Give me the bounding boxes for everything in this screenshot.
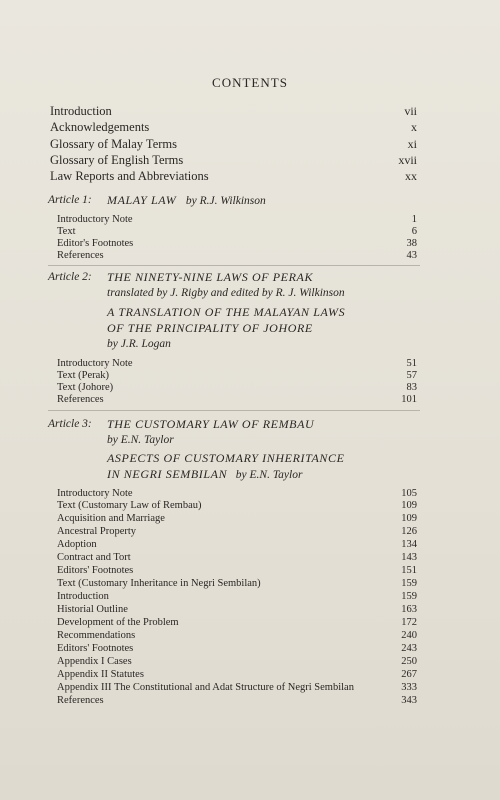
article-author: by E.N. Taylor: [235, 469, 303, 481]
toc-entry-label: Glossary of English Terms: [50, 153, 184, 167]
toc-entry-page: xi: [407, 137, 417, 151]
toc-entry: [57, 630, 417, 641]
toc-entry-page: 57: [406, 370, 417, 381]
toc-entry-page: 343: [401, 695, 417, 706]
article-1-heading: [48, 194, 106, 206]
toc-entry-page: 6: [411, 226, 417, 237]
toc-entry-page: 1: [411, 214, 417, 225]
toc-entry-label: Introductory Note: [57, 214, 133, 225]
article-2-title-1: THE NINETY-NINE LAWS OF PERAK: [107, 270, 314, 284]
toc-entry-label: Glossary of Malay Terms: [50, 137, 177, 151]
toc-entry-label: Editors' Footnotes: [57, 643, 134, 654]
article-label: Article 3:: [48, 418, 92, 430]
toc-entry: [57, 226, 417, 237]
toc-entry-label: Acquisition and Marriage: [57, 513, 165, 524]
article-title-text: IN NEGRI SEMBILAN: [107, 467, 228, 481]
toc-entry-page: xx: [405, 169, 417, 183]
toc-entry-page: 143: [401, 552, 417, 563]
toc-entry: [57, 643, 417, 654]
toc-entry-page: 333: [401, 682, 417, 693]
toc-entry-label: Recommendations: [57, 630, 136, 641]
toc-entry: [57, 591, 417, 602]
toc-entry: [57, 539, 417, 550]
toc-entry-label: Text (Customary Inheritance in Negri Sembilan): [57, 578, 261, 589]
toc-entry: [57, 513, 417, 524]
toc-entry-label: Law Reports and Abbreviations: [50, 169, 209, 183]
toc-entry-page: 105: [401, 488, 417, 499]
toc-entry-label: Introduction: [57, 591, 109, 602]
article-2-title-2a: A TRANSLATION OF THE MALAYAN LAWS: [107, 305, 346, 319]
article-3-title-2a: ASPECTS OF CUSTOMARY INHERITANCE: [107, 451, 345, 465]
toc-entry-page: 38: [406, 238, 417, 249]
toc-entry-label: Appendix I Cases: [57, 656, 132, 667]
toc-entry-page: xvii: [398, 153, 417, 167]
toc-entry-label: Appendix II Statutes: [57, 669, 144, 680]
toc-entry: [50, 137, 417, 152]
toc-entry-page: 101: [401, 394, 417, 405]
article-2-heading: [48, 271, 106, 283]
toc-entry-page: 151: [401, 565, 417, 576]
toc-entry: [57, 656, 417, 667]
toc-entry-page: vii: [404, 104, 417, 118]
toc-entry-page: 109: [401, 513, 417, 524]
toc-entry-label: Acknowledgements: [50, 120, 150, 134]
toc-entry: [57, 604, 417, 615]
toc-entry-page: 109: [401, 500, 417, 511]
toc-entry: [57, 370, 417, 381]
article-3-title-1: THE CUSTOMARY LAW OF REMBAU: [107, 417, 315, 431]
toc-entry-page: 243: [401, 643, 417, 654]
article-title-text: MALAY LAW: [107, 193, 177, 207]
divider: [48, 410, 420, 411]
toc-entry-label: Appendix III The Constitutional and Adat Structure of Negri Sembilan: [57, 682, 354, 693]
toc-entry-page: 250: [401, 656, 417, 667]
toc-entry: [50, 120, 417, 135]
toc-entry-page: 267: [401, 669, 417, 680]
toc-entry-label: References: [57, 695, 104, 706]
toc-entry: [57, 488, 417, 499]
toc-entry: [57, 578, 417, 589]
toc-entry: [57, 617, 417, 628]
article-1-title: [107, 193, 266, 208]
article-2-title-2b: OF THE PRINCIPALITY OF JOHORE: [107, 321, 313, 335]
article-label: Article 2:: [48, 271, 92, 283]
toc-entry: [57, 565, 417, 576]
toc-entry-label: Development of the Problem: [57, 617, 179, 628]
toc-entry-label: References: [57, 394, 104, 405]
toc-entry-label: Text (Customary Law of Rembau): [57, 500, 202, 511]
toc-entry-label: Historial Outline: [57, 604, 128, 615]
toc-entry-label: Contract and Tort: [57, 552, 131, 563]
toc-entry: [50, 153, 417, 168]
article-2-byline-2: by J.R. Logan: [107, 338, 171, 350]
toc-entry-page: 172: [401, 617, 417, 628]
toc-entry-page: 83: [406, 382, 417, 393]
toc-entry: [50, 104, 417, 119]
toc-entry-label: Introduction: [50, 104, 112, 118]
toc-entry-page: 240: [401, 630, 417, 641]
toc-entry: [57, 394, 417, 405]
toc-entry: [57, 250, 417, 261]
toc-entry-page: x: [411, 120, 417, 134]
toc-entry: [57, 526, 417, 537]
toc-entry: [57, 669, 417, 680]
article-3-title-2b: [107, 467, 302, 482]
article-3-heading: [48, 418, 106, 430]
toc-entry: [57, 358, 417, 369]
toc-entry-label: Ancestral Property: [57, 526, 137, 537]
toc-entry-page: 126: [401, 526, 417, 537]
toc-entry-label: Text (Johore): [57, 382, 114, 393]
article-author: by R.J. Wilkinson: [185, 195, 266, 207]
toc-entry-label: Text (Perak): [57, 370, 110, 381]
toc-entry-label: Editors' Footnotes: [57, 565, 134, 576]
toc-entry-page: 134: [401, 539, 417, 550]
toc-entry: [57, 238, 417, 249]
toc-entry-label: Text: [57, 226, 76, 237]
toc-entry: [57, 682, 417, 693]
article-label: Article 1:: [48, 194, 92, 206]
toc-entry: [57, 552, 417, 563]
toc-entry: [57, 214, 417, 225]
toc-entry-page: 163: [401, 604, 417, 615]
toc-entry-page: 159: [401, 578, 417, 589]
toc-entry: [57, 695, 417, 706]
toc-entry: [50, 169, 417, 184]
divider: [48, 265, 420, 266]
toc-entry: [57, 382, 417, 393]
toc-entry-page: 51: [406, 358, 417, 369]
toc-entry-label: Introductory Note: [57, 488, 133, 499]
toc-entry: [57, 500, 417, 511]
toc-entry-page: 159: [401, 591, 417, 602]
toc-entry-page: 43: [406, 250, 417, 261]
toc-entry-label: Adoption: [57, 539, 97, 550]
article-2-byline-1: translated by J. Rigby and edited by R. J. Wilkinson: [107, 287, 345, 299]
article-3-byline-1: by E.N. Taylor: [107, 434, 174, 446]
toc-entry-label: Editor's Footnotes: [57, 238, 134, 249]
toc-entry-label: References: [57, 250, 104, 261]
page-title: CONTENTS: [212, 75, 288, 90]
toc-entry-label: Introductory Note: [57, 358, 133, 369]
